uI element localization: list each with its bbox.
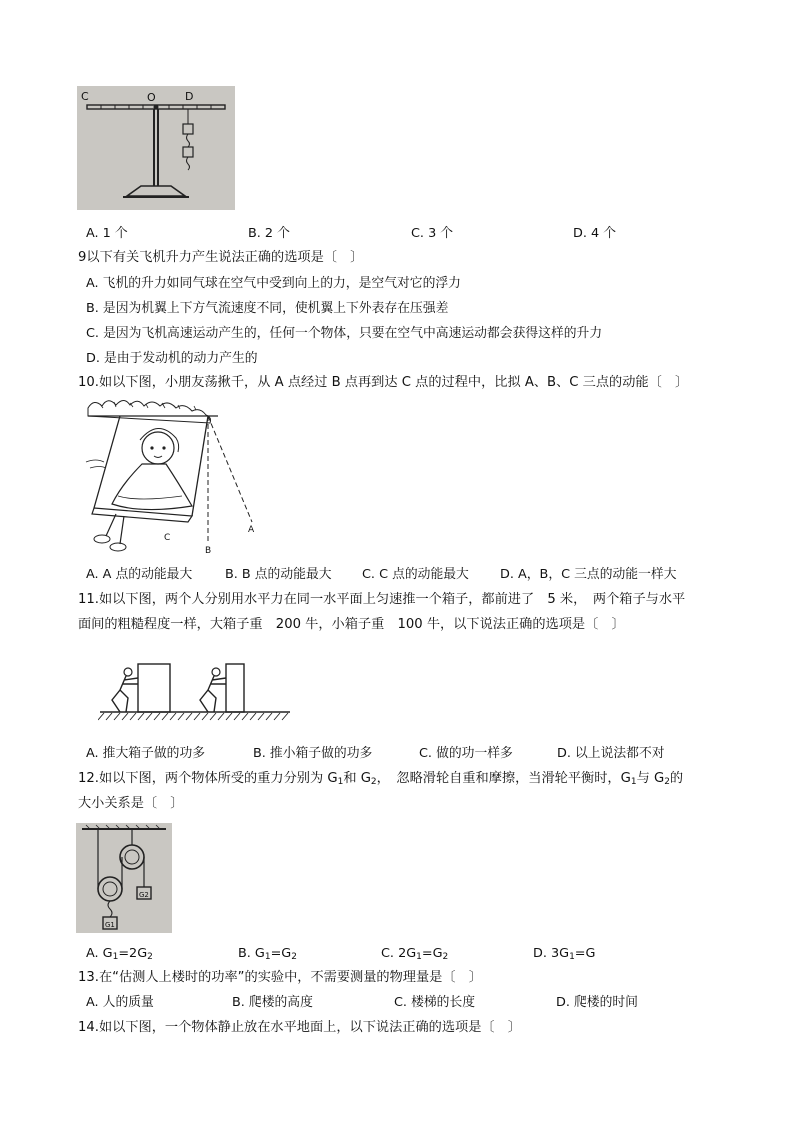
q8-option-c[interactable]: C. 3 个 bbox=[411, 226, 454, 241]
q8-option-b[interactable]: B. 2 个 bbox=[248, 226, 290, 241]
q10-option-b[interactable]: B. B 点的动能最大 bbox=[225, 567, 332, 582]
swing-illustration bbox=[80, 396, 262, 556]
q8-option-d[interactable]: D. 4 个 bbox=[573, 226, 616, 241]
q12-stem-line1: 12.如以下图，两个物体所受的重力分别为 $G_1$和 $G_2$， 忽略滑轮自重和摩擦，当滑轮平衡时，$G_1$与 $G_2$的 bbox=[78, 771, 684, 787]
q11-option-d[interactable]: D. 以上说法都不对 bbox=[557, 746, 665, 761]
label-d: D bbox=[185, 90, 194, 103]
label-g2: G2 bbox=[139, 891, 149, 899]
q11-stem-line2: 面间的粗糙程度一样，大箱子重 200 牛，小箱子重 100 牛，以下说法正确的选项是〔 〕 bbox=[78, 617, 625, 632]
lever-diagram bbox=[77, 86, 235, 210]
q10-option-c[interactable]: C. C 点的动能最大 bbox=[362, 567, 469, 582]
push-boxes-diagram bbox=[98, 660, 292, 726]
label-a: A bbox=[248, 525, 255, 535]
label-c: C bbox=[164, 533, 171, 543]
q13-option-d[interactable]: D. 爬楼的时间 bbox=[556, 995, 638, 1010]
swing-figure bbox=[80, 396, 262, 556]
q14-stem: 14.如以下图，一个物体静止放在水平地面上，以下说法正确的选项是〔 〕 bbox=[78, 1020, 521, 1035]
label-b: B bbox=[205, 546, 212, 556]
q11-option-a[interactable]: A. 推大箱子做的功多 bbox=[86, 746, 206, 761]
q11-option-b[interactable]: B. 推小箱子做的功多 bbox=[253, 746, 373, 761]
q12-option-d[interactable]: D. $3G_1=G$ bbox=[533, 946, 596, 962]
q9-option-d[interactable]: D. 是由于发动机的动力产生的 bbox=[86, 351, 258, 366]
boxes-figure bbox=[98, 660, 292, 726]
q11-stem-line1: 11.如以下图，两个人分别用水平力在同一水平面上匀速推一个箱子，都前进了 5 米， 两个箱子与水平 bbox=[78, 592, 686, 607]
q13-option-c[interactable]: C. 楼梯的长度 bbox=[394, 995, 476, 1010]
q9-option-b[interactable]: B. 是因为机翼上下方气流速度不同，使机翼上下外表存在压强差 bbox=[86, 301, 449, 316]
q13-option-b[interactable]: B. 爬楼的高度 bbox=[232, 995, 313, 1010]
q11-option-c[interactable]: C. 做的功一样多 bbox=[419, 746, 513, 761]
label-o: O bbox=[147, 91, 156, 104]
label-c: C bbox=[81, 90, 89, 103]
q9-option-a[interactable]: A. 飞机的升力如同气球在空气中受到向上的力，是空气对它的浮力 bbox=[86, 276, 461, 291]
q12-option-b[interactable]: B. $G_1=G_2$ bbox=[238, 946, 297, 962]
q13-option-a[interactable]: A. 人的质量 bbox=[86, 995, 154, 1010]
q12-stem-line2: 大小关系是〔 〕 bbox=[78, 796, 184, 811]
q9-stem: 9以下有关飞机升力产生说法正确的选项是〔 〕 bbox=[78, 250, 364, 265]
q9-option-c[interactable]: C. 是因为飞机高速运动产生的，任何一个物体，只要在空气中高速运动都会获得这样的升力 bbox=[86, 326, 603, 341]
q10-option-a[interactable]: A. A 点的动能最大 bbox=[86, 567, 193, 582]
q10-stem: 10.如以下图，小朋友荡揪千，从 A 点经过 B 点再到达 C 点的过程中，比拟 A、B、C 三点的动能〔 〕 bbox=[78, 375, 689, 390]
q12-option-a[interactable]: A. $G_1=2G_2$ bbox=[86, 946, 153, 962]
q13-stem: 13.在“估测人上楼时的功率”的实验中，不需要测量的物理量是〔 〕 bbox=[78, 970, 482, 985]
label-g1: G1 bbox=[105, 921, 115, 929]
pulley-diagram bbox=[76, 823, 172, 933]
q8-option-a[interactable]: A. 1 个 bbox=[86, 226, 128, 241]
lever-figure bbox=[77, 86, 235, 210]
q10-option-d[interactable]: D. A，B，C 三点的动能一样大 bbox=[500, 567, 677, 582]
q12-option-c[interactable]: C. $2G_1=G_2$ bbox=[381, 946, 449, 962]
pulley-figure bbox=[76, 823, 172, 933]
